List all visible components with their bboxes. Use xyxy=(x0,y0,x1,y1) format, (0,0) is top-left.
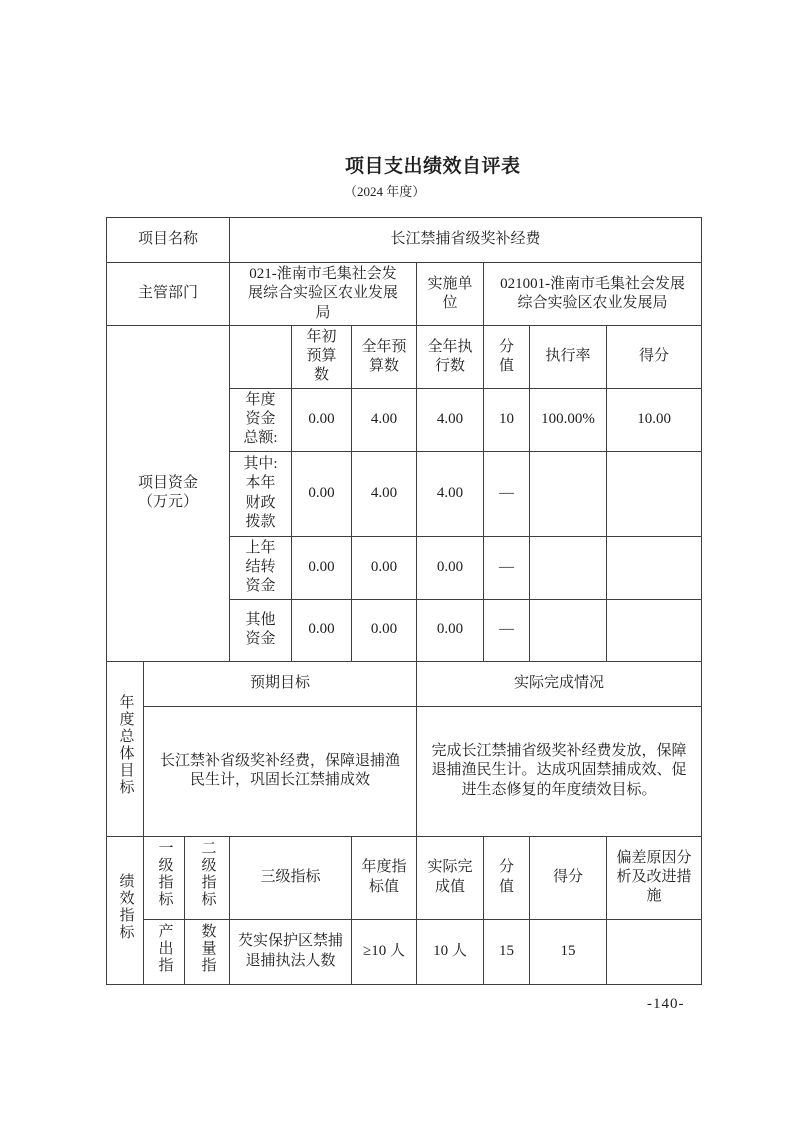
page-subtitle: （2024 年度） xyxy=(344,184,426,199)
funding-carryover-budget: 0.00 xyxy=(352,536,417,599)
funding-fiscal-executed: 4.00 xyxy=(417,451,484,536)
indicators-header-target: 年度指 标值 xyxy=(352,836,417,919)
funding-row-label-other: 其他 资金 xyxy=(230,599,292,661)
funding-header-annual-executed: 全年执 行数 xyxy=(417,326,484,389)
funding-fiscal-rate xyxy=(530,451,607,536)
funding-carryover-score xyxy=(607,536,702,599)
funding-total-score: 10.00 xyxy=(607,388,702,451)
funding-header-annual-budget: 全年预 算数 xyxy=(352,326,417,389)
dept-value: 021-淮南市毛集社会发 展综合实验区农业发展 局 xyxy=(230,263,417,326)
indicator-deviation-value xyxy=(607,919,702,984)
indicators-header-level1 xyxy=(144,836,185,919)
indicators-header-deviation: 偏差原因分 析及改进措 施 xyxy=(607,836,702,919)
table-row xyxy=(107,919,702,984)
indicators-header-score-max: 分 值 xyxy=(484,836,530,919)
funding-header-score: 得分 xyxy=(607,326,702,389)
indicator-actual-value: 10 人 xyxy=(417,919,484,984)
indicators-header-level3: 三级指标 xyxy=(230,836,352,919)
project-name-label: 项目名称 xyxy=(107,218,230,263)
impl-unit-value: 021001-淮南市毛集社会发展 综合实验区农业发展局 xyxy=(484,263,702,326)
indicator-level2-value xyxy=(185,919,230,984)
funding-fiscal-score-max: — xyxy=(484,451,530,536)
indicator-level3-value: 芡实保护区禁捕 退捕执法人数 xyxy=(230,919,352,984)
indicator-level1-text: 产出指 xyxy=(156,922,173,974)
indicator-level1-value xyxy=(144,919,185,984)
annual-goal-expected-header: 预期目标 xyxy=(144,661,417,706)
funding-carryover-score-max: — xyxy=(484,536,530,599)
impl-unit-label: 实施单 位 xyxy=(417,263,484,326)
indicator-level2-text: 数量指 xyxy=(199,922,216,974)
funding-carryover-rate xyxy=(530,536,607,599)
funding-total-score-max: 10 xyxy=(484,388,530,451)
funding-other-executed: 0.00 xyxy=(417,599,484,661)
indicators-section-label xyxy=(107,836,144,984)
funding-section-label: 项目资金 （万元） xyxy=(107,326,230,662)
level1-header-text: 一级指标 xyxy=(156,840,173,909)
funding-header-initial-budget: 年初 预算 数 xyxy=(292,326,352,389)
table-row xyxy=(107,218,702,263)
indicators-header-score: 得分 xyxy=(530,836,607,919)
table-row xyxy=(107,706,702,836)
funding-subrow-header-empty xyxy=(230,326,292,389)
table-row xyxy=(107,263,702,326)
indicators-header-actual: 实际完 成值 xyxy=(417,836,484,919)
indicators-vertical-text: 绩效指标 xyxy=(117,872,134,941)
funding-other-score xyxy=(607,599,702,661)
annual-goal-expected-text: 长江禁补省级奖补经费，保障退捕渔 民生计，巩固长江禁捕成效 xyxy=(144,706,417,836)
dept-label: 主管部门 xyxy=(107,263,230,326)
funding-total-rate: 100.00% xyxy=(530,388,607,451)
funding-row-label-total: 年度 资金 总额: xyxy=(230,388,292,451)
funding-carryover-executed: 0.00 xyxy=(417,536,484,599)
indicator-score-max-value: 15 xyxy=(484,919,530,984)
indicator-score-value: 15 xyxy=(530,919,607,984)
funding-fiscal-score xyxy=(607,451,702,536)
page-number: -140- xyxy=(647,996,685,1012)
page-title: 项目支出绩效自评表 xyxy=(345,156,521,177)
funding-total-executed: 4.00 xyxy=(417,388,484,451)
funding-other-score-max: — xyxy=(484,599,530,661)
funding-total-initial: 0.00 xyxy=(292,388,352,451)
funding-fiscal-budget: 4.00 xyxy=(352,451,417,536)
funding-total-budget: 4.00 xyxy=(352,388,417,451)
project-name-value: 长江禁捕省级奖补经费 xyxy=(230,218,702,263)
funding-row-label-fiscal: 其中: 本年 财政 拨款 xyxy=(230,451,292,536)
table-row xyxy=(107,326,702,389)
level2-header-text: 二级指标 xyxy=(199,840,216,909)
funding-other-initial: 0.00 xyxy=(292,599,352,661)
funding-row-label-carryover: 上年 结转 资金 xyxy=(230,536,292,599)
self-evaluation-table xyxy=(106,217,702,985)
indicators-header-level2 xyxy=(185,836,230,919)
annual-goal-actual-text: 完成长江禁捕省级奖补经费发放，保障 退捕渔民生计。达成巩固禁捕成效、促 进生态修复的年度绩效目标。 xyxy=(417,706,702,836)
funding-other-rate xyxy=(530,599,607,661)
funding-other-budget: 0.00 xyxy=(352,599,417,661)
annual-goal-actual-header: 实际完成情况 xyxy=(417,661,702,706)
annual-goal-vertical-text: 年度总体目标 xyxy=(117,694,134,797)
table-row xyxy=(107,661,702,706)
funding-header-score-max: 分 值 xyxy=(484,326,530,389)
funding-header-execution-rate: 执行率 xyxy=(530,326,607,389)
indicator-target-value: ≥10 人 xyxy=(352,919,417,984)
funding-carryover-initial: 0.00 xyxy=(292,536,352,599)
funding-fiscal-initial: 0.00 xyxy=(292,451,352,536)
table-row xyxy=(107,836,702,919)
annual-goal-section-label xyxy=(107,661,144,836)
